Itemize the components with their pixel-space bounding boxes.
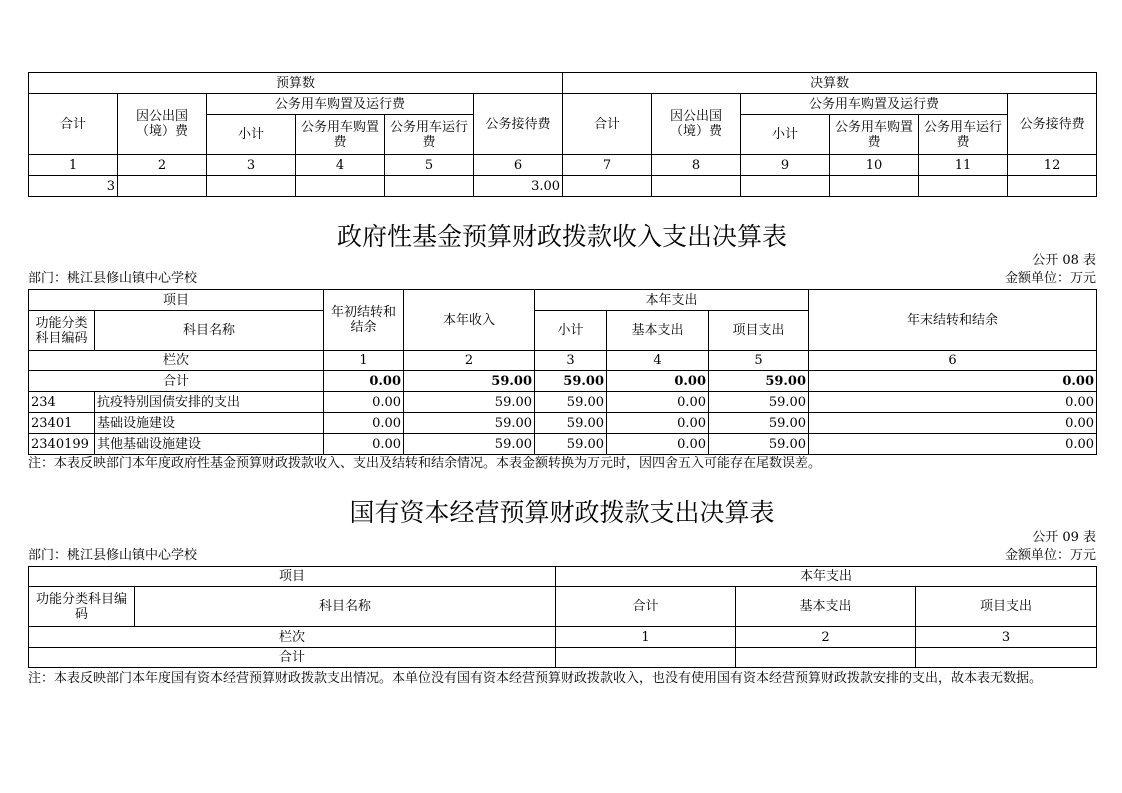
- value-cell: [830, 176, 919, 197]
- col-subtotal: 小计: [207, 115, 296, 155]
- col-reception: 公务接待费: [474, 94, 563, 155]
- col-subtotal: 小计: [741, 115, 830, 155]
- value-cell: 59.00: [709, 392, 809, 413]
- header-project: 项目支出: [709, 311, 809, 351]
- value-cell: 59.00: [404, 392, 535, 413]
- column-number: 2: [118, 155, 207, 176]
- value-cell: 0.00: [607, 392, 709, 413]
- value-cell: 0.00: [607, 413, 709, 434]
- state-capital-dept-line: [28, 548, 1096, 564]
- header-total: 合计: [556, 587, 736, 627]
- value-cell: 0.00: [607, 434, 709, 455]
- column-number: 5: [709, 351, 809, 371]
- value-cell: [563, 176, 652, 197]
- total-value: 0.00: [324, 371, 404, 392]
- column-number: 1: [556, 627, 736, 648]
- state-capital-note: 注：本表反映部门本年度国有资本经营预算财政拨款支出情况。本单位没有国有资本经营预算财政拨款收入，也没有使用国有资本经营预算财政拨款安排的支出，故本表无数据。: [28, 671, 1043, 686]
- value-cell: 59.00: [404, 434, 535, 455]
- row-code: 234: [29, 392, 95, 413]
- value-cell: 0.00: [324, 413, 404, 434]
- gov-fund-table-title: 政府性基金预算财政拨款收入支出决算表: [336, 222, 787, 251]
- three-public-expenses-table: [28, 72, 1097, 197]
- col-reception: 公务接待费: [1008, 94, 1097, 155]
- value-cell: 0.00: [809, 413, 1097, 434]
- row-code: 2340199: [29, 434, 95, 455]
- total-label: 合计: [29, 371, 324, 392]
- header-project: 项目支出: [916, 587, 1097, 627]
- total-value: 0.00: [809, 371, 1097, 392]
- header-expense: 本年支出: [535, 290, 809, 311]
- department: 部门：桃江县修山镇中心学校: [28, 271, 198, 286]
- col-total: 合计: [563, 94, 652, 155]
- value-cell: 3.00: [474, 176, 563, 197]
- column-number: 5: [385, 155, 474, 176]
- column-number: 3: [207, 155, 296, 176]
- total-value: 59.00: [535, 371, 607, 392]
- header-expense: 本年支出: [556, 567, 1097, 587]
- total-value: 0.00: [607, 371, 709, 392]
- department: 部门：桃江县修山镇中心学校: [28, 548, 198, 563]
- value-cell: [207, 176, 296, 197]
- header-basic: 基本支出: [736, 587, 916, 627]
- total-value: 59.00: [404, 371, 535, 392]
- column-number: 10: [830, 155, 919, 176]
- col-car-buy: 公务用车购置费: [830, 115, 919, 155]
- value-cell: [1008, 176, 1097, 197]
- budget-header: 预算数: [29, 73, 563, 94]
- column-number: 3: [916, 627, 1097, 648]
- column-number: 11: [919, 155, 1008, 176]
- header-basic: 基本支出: [607, 311, 709, 351]
- lanci-label: 栏次: [29, 627, 556, 648]
- value-cell: [919, 176, 1008, 197]
- value-cell: [736, 648, 916, 668]
- col-car-run: 公务用车运行费: [385, 115, 474, 155]
- gov-fund-dept-line: [28, 271, 1096, 287]
- amount-unit: 金额单位：万元: [1004, 271, 1096, 286]
- state-capital-table: [28, 566, 1097, 668]
- value-cell: [118, 176, 207, 197]
- value-cell: 3: [29, 176, 118, 197]
- table-code: 公开 08 表: [1032, 253, 1096, 268]
- value-cell: 59.00: [535, 434, 607, 455]
- value-cell: 59.00: [535, 413, 607, 434]
- header-name: 科目名称: [95, 311, 324, 351]
- column-number: 12: [1008, 155, 1097, 176]
- col-total: 合计: [29, 94, 118, 155]
- col-car-group: 公务用车购置及运行费: [207, 94, 474, 115]
- final-header: 决算数: [563, 73, 1097, 94]
- value-cell: [741, 176, 830, 197]
- column-number: 9: [741, 155, 830, 176]
- value-cell: [652, 176, 741, 197]
- header-income: 本年收入: [404, 290, 535, 351]
- col-car-group: 公务用车购置及运行费: [741, 94, 1008, 115]
- col-abroad: 因公出国（境）费: [118, 94, 207, 155]
- gov-fund-table: [28, 289, 1097, 455]
- header-item: 项目: [29, 567, 556, 587]
- state-capital-table-title: 国有资本经营预算财政拨款支出决算表: [349, 498, 775, 527]
- column-number: 6: [809, 351, 1097, 371]
- header-name: 科目名称: [135, 587, 556, 627]
- value-cell: 0.00: [324, 392, 404, 413]
- col-car-run: 公务用车运行费: [919, 115, 1008, 155]
- column-number: 2: [404, 351, 535, 371]
- column-number: 4: [296, 155, 385, 176]
- column-number: 1: [324, 351, 404, 371]
- header-code: 功能分类科目编码: [29, 311, 95, 351]
- column-number: 2: [736, 627, 916, 648]
- row-name: 基础设施建设: [95, 413, 324, 434]
- gov-fund-note: 注：本表反映部门本年度政府性基金预算财政拨款收入、支出及结转和结余情况。本表金额转换为万元时，因四舍五入可能存在尾数误差。: [28, 456, 822, 471]
- header-item: 项目: [29, 290, 324, 311]
- column-number: 3: [535, 351, 607, 371]
- row-name: 抗疫特别国债安排的支出: [95, 392, 324, 413]
- value-cell: 59.00: [709, 413, 809, 434]
- table-row: [29, 434, 1097, 455]
- amount-unit: 金额单位：万元: [1004, 548, 1096, 563]
- column-number: 7: [563, 155, 652, 176]
- header-code: 功能分类科目编码: [29, 587, 135, 627]
- table-row: [29, 392, 1097, 413]
- table-code: 公开 09 表: [1032, 530, 1096, 545]
- total-label: 合计: [29, 648, 556, 668]
- value-cell: [385, 176, 474, 197]
- col-car-buy: 公务用车购置费: [296, 115, 385, 155]
- value-cell: [296, 176, 385, 197]
- value-cell: 0.00: [809, 434, 1097, 455]
- total-value: 59.00: [709, 371, 809, 392]
- table-row: [29, 413, 1097, 434]
- value-cell: 59.00: [535, 392, 607, 413]
- header-begin-balance: 年初结转和结余: [324, 290, 404, 351]
- value-cell: 0.00: [809, 392, 1097, 413]
- value-cell: [916, 648, 1097, 668]
- lanci-label: 栏次: [29, 351, 324, 371]
- column-number: 4: [607, 351, 709, 371]
- column-number: 6: [474, 155, 563, 176]
- value-cell: 59.00: [709, 434, 809, 455]
- column-number: 8: [652, 155, 741, 176]
- header-end-balance: 年末结转和结余: [809, 290, 1097, 351]
- row-name: 其他基础设施建设: [95, 434, 324, 455]
- header-subtotal: 小计: [535, 311, 607, 351]
- row-code: 23401: [29, 413, 95, 434]
- col-abroad: 因公出国（境）费: [652, 94, 741, 155]
- column-number: 1: [29, 155, 118, 176]
- value-cell: 59.00: [404, 413, 535, 434]
- value-cell: [556, 648, 736, 668]
- value-cell: 0.00: [324, 434, 404, 455]
